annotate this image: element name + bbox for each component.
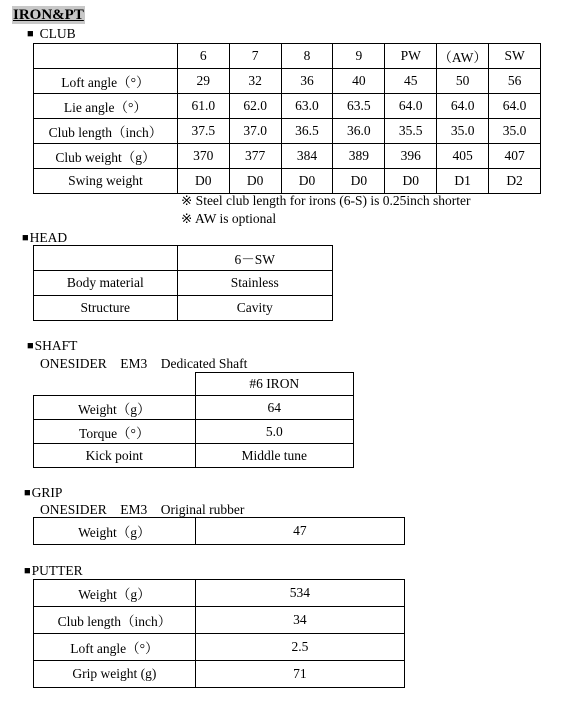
cell-value: 63.0 [281, 94, 333, 119]
row-label: Grip weight (g) [34, 661, 196, 688]
corner-cell [34, 246, 178, 271]
club-note-aw-optional: ※ AW is optional [181, 211, 277, 226]
corner-cell [34, 373, 196, 396]
club-header-row [34, 44, 541, 69]
col-header: SW [489, 44, 541, 69]
club-note-steel-length: ※ Steel club length for irons (6-S) is 0.25inch shorter [181, 193, 471, 208]
cell-value: 35.0 [489, 119, 541, 144]
cell-value: 370 [177, 144, 229, 169]
cell-value: Cavity [177, 296, 332, 321]
cell-value: 396 [385, 144, 437, 169]
table-row [34, 296, 333, 321]
cell-value: 377 [229, 144, 281, 169]
cell-value: D2 [489, 169, 541, 194]
cell-value: 64.0 [437, 94, 489, 119]
cell-value: 47 [195, 518, 404, 545]
table-row [34, 420, 354, 444]
row-label: Lie angle（°） [34, 94, 178, 119]
cell-value: 405 [437, 144, 489, 169]
col-header: （AW） [437, 44, 489, 69]
shaft-heading-text: SHAFT [34, 338, 78, 353]
cell-value: D1 [437, 169, 489, 194]
shaft-spec-table [33, 372, 354, 468]
cell-value: 64.0 [489, 94, 541, 119]
square-bullet-icon: ■ [27, 340, 34, 352]
col-header: #6 IRON [195, 373, 354, 396]
table-row [34, 94, 541, 119]
row-label: Structure [34, 296, 178, 321]
cell-value: 389 [333, 144, 385, 169]
cell-value: 2.5 [195, 634, 404, 661]
page-title: IRON&PT [13, 7, 84, 23]
putter-spec-table [33, 579, 405, 688]
cell-value: 63.5 [333, 94, 385, 119]
cell-value: Middle tune [195, 444, 354, 468]
cell-value: 64 [195, 396, 354, 420]
club-heading-text: CLUB [39, 26, 76, 41]
grip-heading-text: GRIP [31, 485, 63, 500]
cell-value: 50 [437, 69, 489, 94]
cell-value: D0 [281, 169, 333, 194]
col-header: 6－SW [177, 246, 332, 271]
grip-spec-table [33, 517, 405, 545]
grip-section-heading [24, 485, 62, 501]
club-spec-table [33, 43, 541, 194]
cell-value: 61.0 [177, 94, 229, 119]
cell-value: 62.0 [229, 94, 281, 119]
row-label: Loft angle（°） [34, 634, 196, 661]
row-label: Club length（inch） [34, 607, 196, 634]
table-row [34, 634, 405, 661]
cell-value: 534 [195, 580, 404, 607]
col-header: PW [385, 44, 437, 69]
cell-value: 45 [385, 69, 437, 94]
table-row [34, 69, 541, 94]
club-section-heading [27, 26, 76, 42]
table-row [34, 119, 541, 144]
cell-value: 407 [489, 144, 541, 169]
cell-value: Stainless [177, 271, 332, 296]
table-row [34, 169, 541, 194]
shaft-subtitle: ONESIDER EM3 Dedicated Shaft [40, 356, 248, 371]
putter-heading-text: PUTTER [31, 563, 83, 578]
square-bullet-icon: ■ [27, 28, 34, 40]
cell-value: 36.5 [281, 119, 333, 144]
table-row [34, 271, 333, 296]
table-row [34, 580, 405, 607]
cell-value: 37.0 [229, 119, 281, 144]
square-bullet-icon: ■ [24, 487, 31, 499]
cell-value: D0 [385, 169, 437, 194]
row-label: Body material [34, 271, 178, 296]
square-bullet-icon: ■ [22, 232, 29, 244]
col-header: 9 [333, 44, 385, 69]
cell-value: 56 [489, 69, 541, 94]
row-label: Weight（g） [34, 396, 196, 420]
cell-value: 35.0 [437, 119, 489, 144]
table-row [34, 607, 405, 634]
cell-value: 34 [195, 607, 404, 634]
row-label: Weight（g） [34, 518, 196, 545]
cell-value: D0 [229, 169, 281, 194]
cell-value: 36 [281, 69, 333, 94]
col-header: 7 [229, 44, 281, 69]
row-label: Loft angle（°） [34, 69, 178, 94]
row-label: Club length（inch） [34, 119, 178, 144]
row-label: Swing weight [34, 169, 178, 194]
table-row [34, 144, 541, 169]
grip-subtitle: ONESIDER EM3 Original rubber [40, 502, 245, 517]
cell-value: 37.5 [177, 119, 229, 144]
row-label: Weight（g） [34, 580, 196, 607]
table-row [34, 396, 354, 420]
cell-value: 384 [281, 144, 333, 169]
corner-cell [34, 44, 178, 69]
cell-value: 5.0 [195, 420, 354, 444]
row-label: Club weight（g） [34, 144, 178, 169]
col-header: 8 [281, 44, 333, 69]
cell-value: 32 [229, 69, 281, 94]
head-header-row [34, 246, 333, 271]
cell-value: 71 [195, 661, 404, 688]
col-header: 6 [177, 44, 229, 69]
head-spec-table [33, 245, 333, 321]
head-section-heading [22, 230, 67, 246]
head-heading-text: HEAD [29, 230, 68, 245]
square-bullet-icon: ■ [24, 565, 31, 577]
table-row [34, 518, 405, 545]
cell-value: 36.0 [333, 119, 385, 144]
cell-value: D0 [333, 169, 385, 194]
cell-value: 35.5 [385, 119, 437, 144]
row-label: Kick point [34, 444, 196, 468]
table-row [34, 444, 354, 468]
cell-value: 40 [333, 69, 385, 94]
cell-value: D0 [177, 169, 229, 194]
table-row [34, 661, 405, 688]
row-label: Torque（°） [34, 420, 196, 444]
shaft-section-heading [27, 338, 77, 354]
shaft-header-row [34, 373, 354, 396]
putter-section-heading [24, 563, 83, 579]
cell-value: 29 [177, 69, 229, 94]
cell-value: 64.0 [385, 94, 437, 119]
